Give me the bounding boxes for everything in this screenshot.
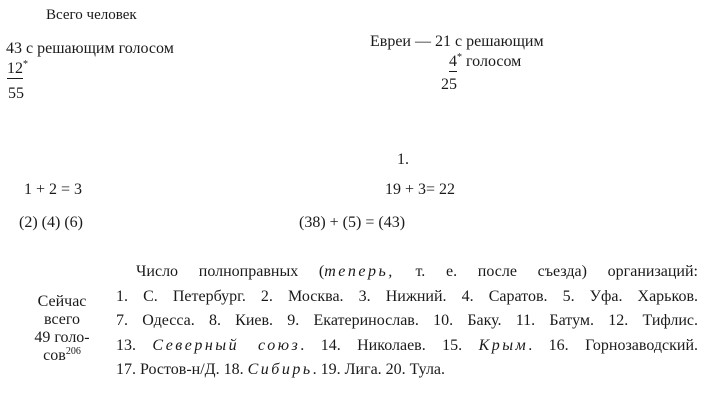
sidebar-line2: всего (43, 311, 81, 328)
line4-emphasis-2: Крым (478, 336, 529, 354)
organizations-paragraph (116, 260, 698, 383)
intro-text-a: Число полноправных ( (136, 263, 325, 280)
left-tally-line2-mark: * (23, 59, 28, 70)
paragraph-line4 (116, 334, 698, 359)
sidebar-footnote-mark: 206 (65, 346, 81, 357)
left-tally-line2-number: 12 (7, 60, 23, 77)
intro-emphasis: теперь, (324, 263, 395, 280)
left-equation: 1 + 2 = 3 (24, 181, 83, 198)
right-tally-total: 25 (441, 76, 457, 93)
left-tally-total: 55 (8, 85, 24, 102)
right-number: 1. (397, 151, 409, 168)
right-equation: 19 + 3= 22 (385, 181, 456, 198)
sidebar-line4-text: сов (43, 347, 66, 364)
right-tally-line2-mark: * (457, 52, 462, 63)
line5-text-b: . 19. Лига. 20. Тула. (312, 361, 446, 378)
sidebar-line3: 49 голо- (34, 329, 90, 346)
left-equation-bracketed: (2) (4) (6) (19, 214, 83, 231)
right-tally-line1: Евреи — 21 с решающим (370, 33, 544, 50)
sidebar-line4 (24, 347, 100, 365)
sidebar-note (24, 293, 100, 365)
line4-text-c: . 16. Горнозаводский. (528, 336, 699, 354)
line5-emphasis: Сибирь (247, 361, 313, 378)
right-tally-line2-number: 4 (449, 53, 457, 70)
right-tally-line2-text: голосом (466, 53, 522, 70)
intro-text-b: т. е. после съезда) организаций: (394, 263, 698, 280)
line4-text-b: . 14. Николаев. 15. (300, 336, 479, 354)
paragraph-line2: 1. С. Петербург. 2. Москва. 3. Нижний. 4. Саратов. 5. Уфа. Харьков. (116, 287, 698, 305)
right-equation-bracketed: (38) + (5) = (43) (299, 214, 406, 231)
right-tally-line2 (449, 54, 521, 70)
paragraph-line1 (116, 260, 698, 285)
left-heading: Всего человек (46, 7, 137, 23)
paragraph-line3: 7. Одесса. 8. Киев. 9. Екатеринослав. 10. Баку. 11. Батум. 12. Тифлис. (116, 312, 698, 329)
sidebar-line1: Сейчас (37, 293, 87, 310)
line4-emphasis-1: Северный союз (152, 336, 301, 354)
paragraph-line5 (116, 358, 698, 383)
line4-text-a: 13. (116, 336, 153, 354)
line5-text-a: 17. Ростов-н/Д. 18. (116, 361, 248, 378)
left-tally-line2 (7, 61, 28, 77)
left-tally-line1: 43 с решающим голосом (6, 40, 174, 57)
